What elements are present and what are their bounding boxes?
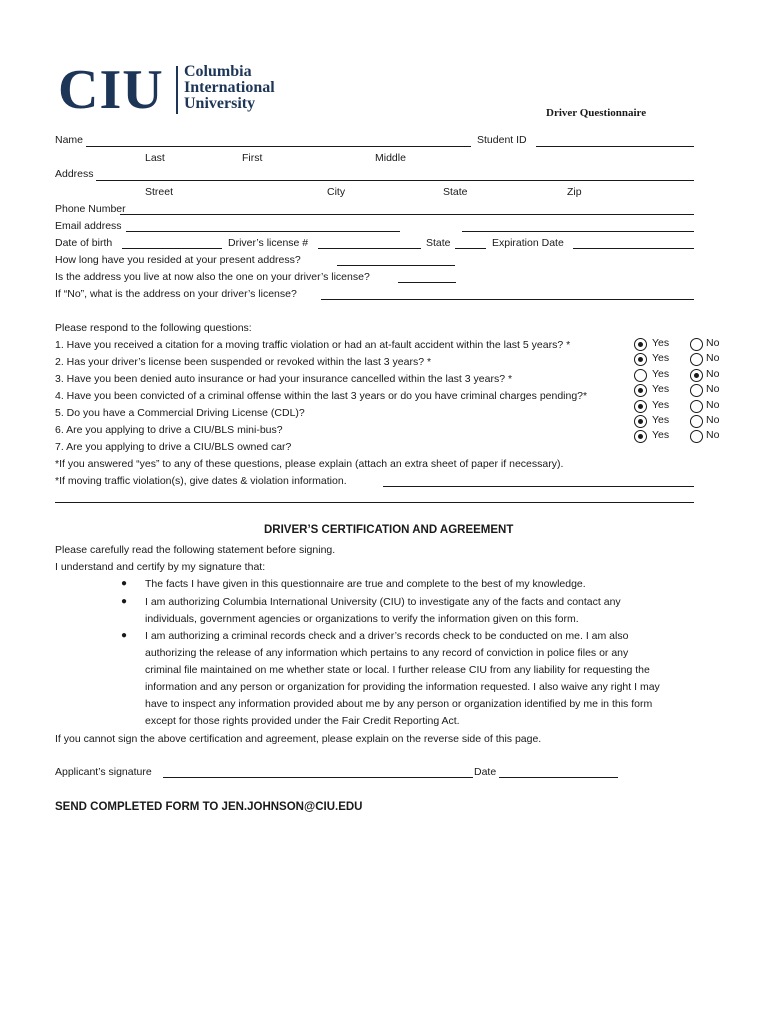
question-4-no-label: No bbox=[706, 383, 720, 395]
bullet-2-line-2: individuals, government agencies or organizations to verify the information given on this form. bbox=[145, 613, 579, 625]
bullet-2-mark: ● bbox=[121, 596, 128, 607]
question-3-no-label: No bbox=[706, 368, 720, 380]
question-6-no-label: No bbox=[706, 414, 720, 426]
question-3-yes-radio[interactable] bbox=[634, 369, 647, 382]
email-label: Email address bbox=[55, 220, 122, 232]
violations-field[interactable] bbox=[383, 486, 694, 487]
logo-divider bbox=[176, 66, 178, 114]
license-field[interactable] bbox=[318, 248, 421, 249]
bullet-3-line-2: authorizing the release of any information which pertains to any record of conviction in police files or any bbox=[145, 647, 629, 659]
question-4-no-radio[interactable] bbox=[690, 384, 703, 397]
university-name-line2: International bbox=[184, 79, 275, 96]
signature-label: Applicant’s signature bbox=[55, 766, 152, 778]
address-label: Address bbox=[55, 168, 94, 180]
student-id-field[interactable] bbox=[536, 146, 694, 147]
email-field[interactable] bbox=[126, 231, 400, 232]
expiration-field[interactable] bbox=[573, 248, 694, 249]
bullet-3-line-5: have to inspect any information provided about me by any person or organization identified by me in this form bbox=[145, 698, 653, 710]
zip-label: Zip bbox=[567, 186, 582, 198]
cannot-sign-note: If you cannot sign the above certification and agreement, please explain on the reverse side of this page. bbox=[55, 733, 542, 745]
license-state-label: State bbox=[426, 237, 451, 249]
note-yes-explain: *If you answered “yes” to any of these questions, please explain (attach an extra sheet of paper if necessary). bbox=[55, 458, 564, 470]
phone-label: Phone Number bbox=[55, 203, 126, 215]
question-1: 1. Have you received a citation for a moving traffic violation or had an at-fault accident within the last 5 years? * bbox=[55, 339, 571, 351]
bullet-3-line-6: except for those rights provided under the Fair Credit Reporting Act. bbox=[145, 715, 460, 727]
question-1-yes-radio[interactable] bbox=[634, 338, 647, 351]
question-2-yes-radio[interactable] bbox=[634, 353, 647, 366]
middle-label: Middle bbox=[375, 152, 406, 164]
question-7-yes-radio[interactable] bbox=[634, 430, 647, 443]
name-field[interactable] bbox=[86, 146, 471, 147]
signature-field[interactable] bbox=[163, 777, 473, 778]
question-5-yes-label: Yes bbox=[652, 399, 670, 411]
ciu-logo-abbr: CIU bbox=[58, 59, 164, 121]
violations-field-extra[interactable] bbox=[55, 502, 694, 503]
question-5: 5. Do you have a Commercial Driving License (CDL)? bbox=[55, 407, 305, 419]
question-3-no-radio[interactable] bbox=[690, 369, 703, 382]
question-1-yes-label: Yes bbox=[652, 337, 670, 349]
cert-heading: DRIVER’S CERTIFICATION AND AGREEMENT bbox=[264, 524, 514, 536]
question-3-yes-label: Yes bbox=[652, 368, 670, 380]
send-instruction: SEND COMPLETED FORM TO JEN.JOHNSON@CIU.EDU bbox=[55, 801, 363, 813]
bullet-1-line-1: The facts I have given in this questionnaire are true and complete to the best of my knowledge. bbox=[145, 578, 586, 590]
question-7: 7. Are you applying to drive a CIU/BLS owned car? bbox=[55, 441, 292, 453]
question-6-yes-radio[interactable] bbox=[634, 415, 647, 428]
student-id-label: Student ID bbox=[477, 134, 527, 146]
if-no-label: If “No”, what is the address on your driver’s license? bbox=[55, 288, 297, 300]
state-label: State bbox=[443, 186, 468, 198]
license-label: Driver’s license # bbox=[228, 237, 309, 249]
email-field-extra[interactable] bbox=[462, 231, 694, 232]
cert-intro-2: I understand and certify by my signature that: bbox=[55, 561, 266, 573]
question-4: 4. Have you been convicted of a criminal offense within the last 3 years or do you have criminal charges pending?* bbox=[55, 390, 588, 402]
phone-field[interactable] bbox=[120, 214, 694, 215]
dob-field[interactable] bbox=[122, 248, 222, 249]
question-4-yes-radio[interactable] bbox=[634, 384, 647, 397]
question-2-no-label: No bbox=[706, 352, 720, 364]
note-violations: *If moving traffic violation(s), give dates & violation information. bbox=[55, 475, 347, 487]
name-label: Name bbox=[55, 134, 84, 146]
question-7-no-radio[interactable] bbox=[690, 430, 703, 443]
university-name bbox=[184, 64, 275, 112]
bullet-1-mark: ● bbox=[121, 578, 128, 589]
same-address-label: Is the address you live at now also the one on your driver’s license? bbox=[55, 271, 370, 283]
question-5-yes-radio[interactable] bbox=[634, 400, 647, 413]
bullet-3-mark: ● bbox=[121, 630, 128, 641]
question-2-no-radio[interactable] bbox=[690, 353, 703, 366]
bullet-2-line-1: I am authorizing Columbia International University (CIU) to investigate any of the facts and contact any bbox=[145, 596, 621, 608]
first-label: First bbox=[242, 152, 263, 164]
how-long-label: How long have you resided at your present address? bbox=[55, 254, 301, 266]
bullet-3-line-1: I am authorizing a criminal records check and a driver’s records check to be conducted on me. I am also bbox=[145, 630, 629, 642]
question-6: 6. Are you applying to drive a CIU/BLS mini-bus? bbox=[55, 424, 283, 436]
question-6-no-radio[interactable] bbox=[690, 415, 703, 428]
question-5-no-label: No bbox=[706, 399, 720, 411]
question-7-no-label: No bbox=[706, 429, 720, 441]
question-2: 2. Has your driver’s license been suspended or revoked within the last 3 years? * bbox=[55, 356, 432, 368]
last-label: Last bbox=[145, 152, 165, 164]
license-state-field[interactable] bbox=[455, 248, 486, 249]
city-label: City bbox=[327, 186, 346, 198]
university-name-line1: Columbia bbox=[184, 63, 252, 80]
question-3: 3. Have you been denied auto insurance or had your insurance cancelled within the last 3 years? * bbox=[55, 373, 513, 385]
same-address-field[interactable] bbox=[398, 282, 456, 283]
question-6-yes-label: Yes bbox=[652, 414, 670, 426]
how-long-field[interactable] bbox=[337, 265, 455, 266]
date-field[interactable] bbox=[499, 777, 618, 778]
questions-intro: Please respond to the following questions: bbox=[55, 322, 252, 334]
question-1-no-label: No bbox=[706, 337, 720, 349]
question-1-no-radio[interactable] bbox=[690, 338, 703, 351]
question-4-yes-label: Yes bbox=[652, 383, 670, 395]
question-5-no-radio[interactable] bbox=[690, 400, 703, 413]
bullet-3-line-3: criminal file maintained on me whether state or local. I further release CIU from any liability for requesting the bbox=[145, 664, 650, 676]
university-name-line3: University bbox=[184, 95, 256, 112]
street-label: Street bbox=[145, 186, 174, 198]
question-7-yes-label: Yes bbox=[652, 429, 670, 441]
question-2-yes-label: Yes bbox=[652, 352, 670, 364]
if-no-field[interactable] bbox=[321, 299, 694, 300]
expiration-label: Expiration Date bbox=[492, 237, 564, 249]
page-title: Driver Questionnaire bbox=[546, 107, 647, 119]
address-field[interactable] bbox=[96, 180, 694, 181]
bullet-3-line-4: information and any person or organization for providing the information requested. I also waive any right I may bbox=[145, 681, 660, 693]
cert-intro-1: Please carefully read the following statement before signing. bbox=[55, 544, 336, 556]
date-label: Date bbox=[474, 766, 497, 778]
dob-label: Date of birth bbox=[55, 237, 113, 249]
